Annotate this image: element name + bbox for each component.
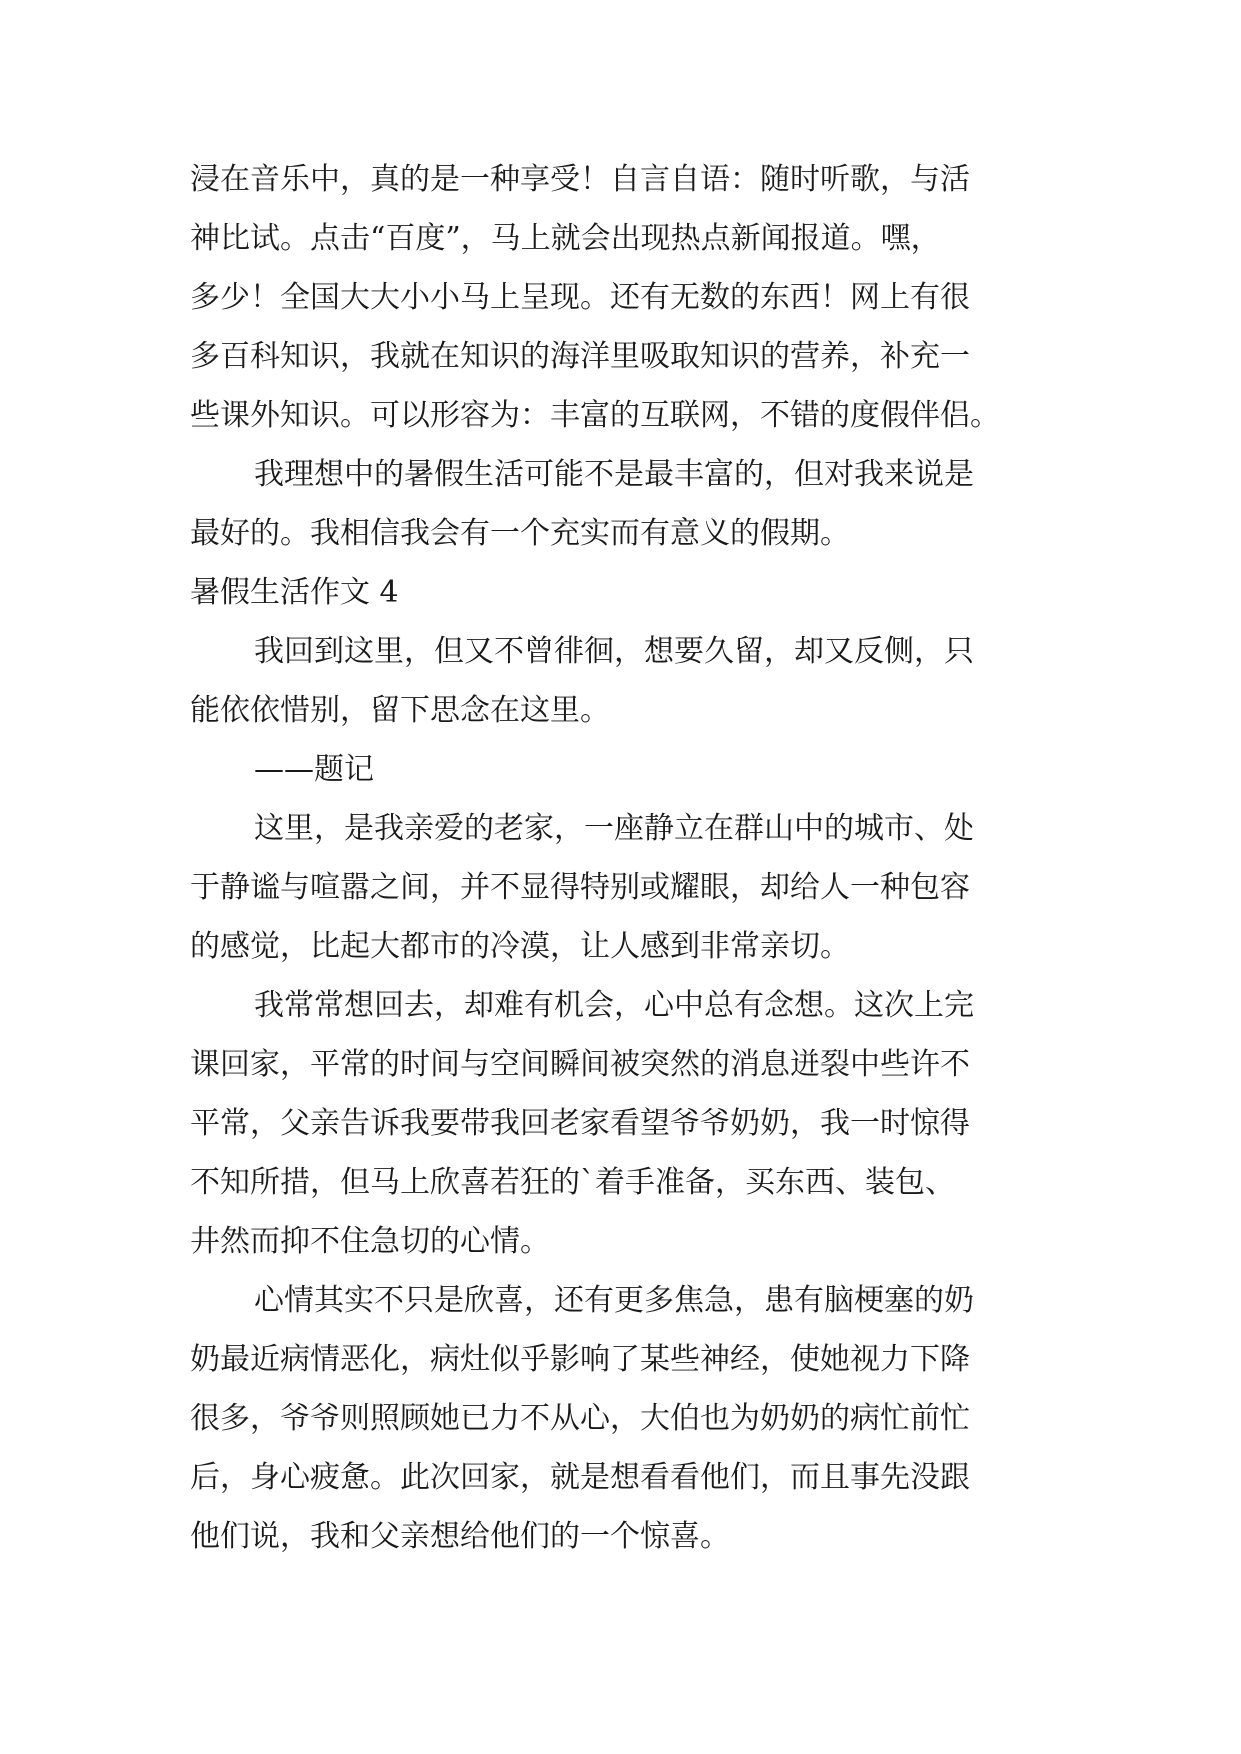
text-line: 浸在音乐中，真的是一种享受！自言自语：随时听歌，与活	[190, 162, 970, 197]
text-line: 很多，爷爷则照顾她已力不从心，大伯也为奶奶的病忙前忙	[190, 1401, 970, 1436]
text-line: 他们说，我和父亲想给他们的一个惊喜。	[190, 1519, 730, 1554]
text-line: 神比试。点击“百度”，马上就会出现热点新闻报道。嘿，	[190, 221, 941, 256]
text-line: 这里，是我亲爱的老家，一座静立在群山中的城市、处	[254, 811, 974, 846]
section-heading: 暑假生活作文 4	[190, 575, 399, 610]
text-line: 心情其实不只是欣喜，还有更多焦急，患有脑梗塞的奶	[254, 1283, 974, 1318]
text-line: 多少！全国大大小小马上呈现。还有无数的东西！网上有很	[190, 280, 970, 315]
text-line: 平常，父亲告诉我要带我回老家看望爷爷奶奶，我一时惊得	[190, 1106, 970, 1141]
text-line: 奶最近病情恶化，病灶似乎影响了某些神经，使她视力下降	[190, 1342, 970, 1377]
document-page	[190, 150, 1050, 1566]
text-line: 能依依惜别，留下思念在这里。	[190, 693, 610, 728]
text-line: 最好的。我相信我会有一个充实而有意义的假期。	[190, 516, 850, 551]
text-line: 我回到这里，但又不曾徘徊，想要久留，却又反侧，只	[254, 634, 974, 669]
text-line: 课回家，平常的时间与空间瞬间被突然的消息迸裂中些许不	[190, 1047, 970, 1082]
text-line: 不知所措，但马上欣喜若狂的`着手准备，买东西、装包、	[190, 1165, 955, 1200]
text-line: 些课外知识。可以形容为：丰富的互联网，不错的度假伴侣。	[190, 398, 1000, 433]
text-line: 我常常想回去，却难有机会，心中总有念想。这次上完	[254, 988, 974, 1023]
text-line: 后，身心疲惫。此次回家，就是想看看他们，而且事先没跟	[190, 1460, 970, 1495]
text-line: 多百科知识，我就在知识的海洋里吸取知识的营养，补充一	[190, 339, 970, 374]
text-line: 我理想中的暑假生活可能不是最丰富的，但对我来说是	[254, 457, 974, 492]
text-line: 于静谧与喧嚣之间，并不显得特别或耀眼，却给人一种包容	[190, 870, 970, 905]
epigraph-attribution: ——题记	[254, 752, 374, 787]
text-line: 井然而抑不住急切的心情。	[190, 1224, 550, 1259]
text-line: 的感觉，比起大都市的冷漠，让人感到非常亲切。	[190, 929, 850, 964]
